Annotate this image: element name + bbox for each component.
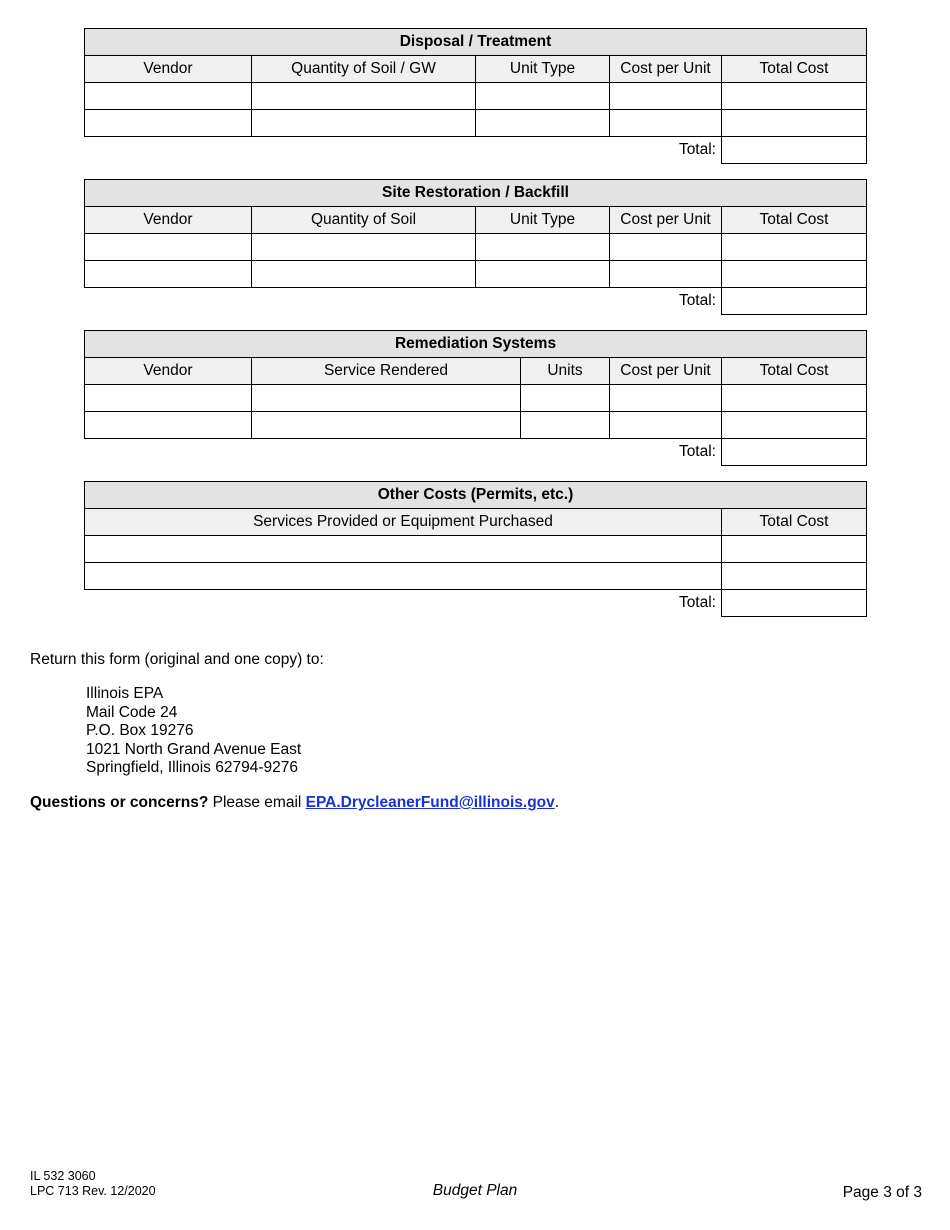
table-row xyxy=(85,234,867,261)
column-header: Vendor xyxy=(85,207,252,234)
column-header: Total Cost xyxy=(722,358,867,385)
vendor-cell[interactable] xyxy=(85,83,252,110)
form-revision: LPC 713 Rev. 12/2020 xyxy=(30,1184,156,1198)
total-field[interactable] xyxy=(722,288,867,315)
total-cost-cell[interactable] xyxy=(722,234,867,261)
units-cell[interactable] xyxy=(521,412,610,439)
column-header: Cost per Unit xyxy=(610,56,722,83)
footer-title: Budget Plan xyxy=(432,1182,518,1199)
form-id: IL 532 3060 xyxy=(30,1169,96,1183)
questions-line xyxy=(30,794,559,812)
table-row xyxy=(85,412,867,439)
cost-per-unit-cell[interactable] xyxy=(610,110,722,137)
total-cost-cell[interactable] xyxy=(722,536,867,563)
vendor-cell[interactable] xyxy=(85,412,252,439)
total-cost-cell[interactable] xyxy=(722,261,867,288)
table-title: Other Costs (Permits, etc.) xyxy=(85,482,867,509)
unit-type-cell[interactable] xyxy=(476,110,610,137)
column-header: Total Cost xyxy=(722,509,867,536)
quantity-cell[interactable] xyxy=(252,83,476,110)
disposal-treatment-table xyxy=(84,28,867,164)
questions-label: Questions or concerns? xyxy=(30,794,209,811)
total-label: Total: xyxy=(85,590,722,617)
service-cell[interactable] xyxy=(252,412,521,439)
cost-per-unit-cell[interactable] xyxy=(610,385,722,412)
total-cost-cell[interactable] xyxy=(722,385,867,412)
column-header: Vendor xyxy=(85,358,252,385)
unit-type-cell[interactable] xyxy=(476,234,610,261)
remediation-systems-table xyxy=(84,330,867,466)
total-field[interactable] xyxy=(722,439,867,466)
return-instruction: Return this form (original and one copy) to: xyxy=(30,651,324,668)
column-header: Total Cost xyxy=(722,207,867,234)
page-number: Page 3 of 3 xyxy=(842,1184,922,1201)
email-link[interactable]: EPA.DrycleanerFund@illinois.gov xyxy=(305,794,555,811)
quantity-cell[interactable] xyxy=(252,261,476,288)
cost-per-unit-cell[interactable] xyxy=(610,412,722,439)
column-header: Cost per Unit xyxy=(610,207,722,234)
column-header: Unit Type xyxy=(476,56,610,83)
column-header: Units xyxy=(521,358,610,385)
table-row xyxy=(85,563,867,590)
column-header: Quantity of Soil xyxy=(252,207,476,234)
cost-per-unit-cell[interactable] xyxy=(610,234,722,261)
column-header: Quantity of Soil / GW xyxy=(252,56,476,83)
address-line: P.O. Box 19276 xyxy=(86,722,194,740)
quantity-cell[interactable] xyxy=(252,110,476,137)
column-header: Vendor xyxy=(85,56,252,83)
table-title: Site Restoration / Backfill xyxy=(85,180,867,207)
total-cost-cell[interactable] xyxy=(722,563,867,590)
column-header: Cost per Unit xyxy=(610,358,722,385)
total-label: Total: xyxy=(85,137,722,164)
table-row xyxy=(85,110,867,137)
cost-per-unit-cell[interactable] xyxy=(610,83,722,110)
column-header: Service Rendered xyxy=(252,358,521,385)
address-line: 1021 North Grand Avenue East xyxy=(86,740,302,758)
total-label: Total: xyxy=(85,288,722,315)
table-row xyxy=(85,83,867,110)
column-header: Unit Type xyxy=(476,207,610,234)
questions-text: Please email xyxy=(208,794,306,811)
vendor-cell[interactable] xyxy=(85,110,252,137)
unit-type-cell[interactable] xyxy=(476,83,610,110)
service-cell[interactable] xyxy=(252,385,521,412)
vendor-cell[interactable] xyxy=(85,385,252,412)
address-line: Illinois EPA xyxy=(86,685,164,702)
services-cell[interactable] xyxy=(85,536,722,563)
table-row xyxy=(85,536,867,563)
services-cell[interactable] xyxy=(85,563,722,590)
vendor-cell[interactable] xyxy=(85,261,252,288)
address-line: Mail Code 24 xyxy=(86,703,178,721)
total-cost-cell[interactable] xyxy=(722,83,867,110)
total-field[interactable] xyxy=(722,590,867,617)
total-cost-cell[interactable] xyxy=(722,412,867,439)
mailing-address xyxy=(86,685,301,778)
table-row xyxy=(85,261,867,288)
questions-end: . xyxy=(554,794,560,811)
total-field[interactable] xyxy=(722,137,867,164)
unit-type-cell[interactable] xyxy=(476,261,610,288)
table-title: Remediation Systems xyxy=(85,331,867,358)
column-header: Total Cost xyxy=(722,56,867,83)
site-restoration-table xyxy=(84,179,867,315)
units-cell[interactable] xyxy=(521,385,610,412)
address-line: Springfield, Illinois 62794-9276 xyxy=(86,759,298,777)
vendor-cell[interactable] xyxy=(85,234,252,261)
total-label: Total: xyxy=(85,439,722,466)
other-costs-table xyxy=(84,481,867,617)
table-row xyxy=(85,385,867,412)
column-header: Services Provided or Equipment Purchased xyxy=(85,509,722,536)
table-title: Disposal / Treatment xyxy=(85,29,867,56)
quantity-cell[interactable] xyxy=(252,234,476,261)
total-cost-cell[interactable] xyxy=(722,110,867,137)
cost-per-unit-cell[interactable] xyxy=(610,261,722,288)
